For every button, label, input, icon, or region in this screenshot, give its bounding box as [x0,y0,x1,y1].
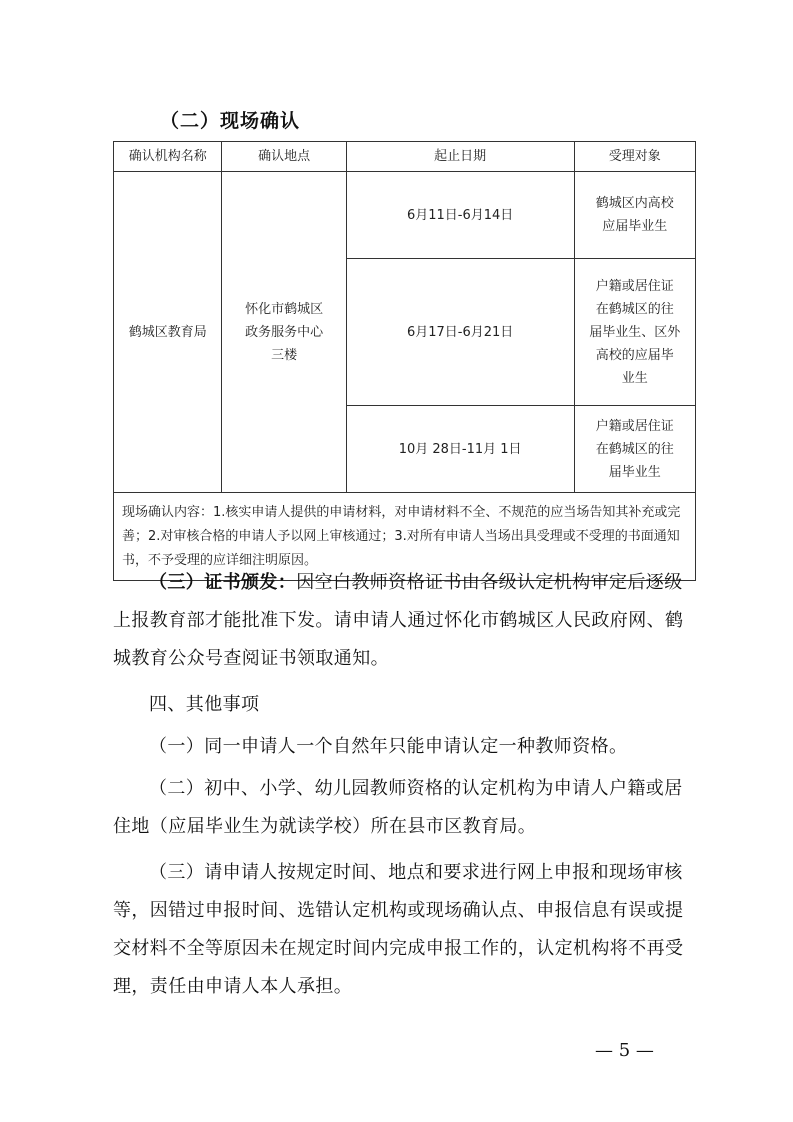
cell-institution: 鹤城区教育局 [114,172,222,493]
target-line: 鹤城区内高校 [595,196,674,211]
cert-paragraph [113,564,696,678]
section-title-onsite-confirmation: （二）现场确认 [160,110,301,132]
header-location: 确认地点 [222,142,346,172]
list-item: （三）请申请人按规定时间、地点和要求进行网上申报和现场审核等，因错过申报时间、选错认定机构或现场确认点、申报信息有误或提交材料不全等原因未在规定时间内完成申报工作的，认定机构将不再受理，责任由申请人本人承担。 [113,862,684,997]
target-line: 在鹤城区的往 [595,441,674,457]
header-dates: 起止日期 [346,142,574,172]
list-item: （一）同一申请人一个自然年只能申请认定一种教师资格。 [149,736,628,757]
cell-dates: 10月 28日-11月 1日 [346,406,574,493]
cell-dates: 6月17日-6月21日 [346,259,574,406]
target-line: 高校的应届毕 [595,347,674,363]
target-line: 届毕业生、区外 [589,324,681,340]
cell-target [574,259,695,406]
cell-location [222,172,346,493]
cell-target [574,406,695,493]
header-institution: 确认机构名称 [114,142,222,172]
cert-text: 因空白教师资格证书由各级认定机构审定后逐级上报教育部才能批准下发。请申请人通过怀化市鹤城区人民政府网、鹤城教育公众号查阅证书领取通知。 [113,572,684,669]
location-line: 三楼 [271,347,298,363]
target-line: 在鹤城区的往 [595,301,674,317]
table-row [114,172,696,259]
target-line: 应届毕业生 [602,219,668,234]
section4-title: 四、其他事项 [149,694,260,715]
onsite-confirmation-table [113,141,696,581]
list-item: （二）初中、小学、幼儿园教师资格的认定机构为申请人户籍或居住地（应届毕业生为就读学校）所在县市区教育局。 [113,778,683,837]
cell-dates: 6月11日-6月14日 [346,172,574,259]
page-number: — 5 — [595,1040,654,1061]
header-target: 受理对象 [574,142,695,172]
target-line: 业生 [621,370,648,386]
target-line: 户籍或居住证 [595,418,674,434]
target-line: 户籍或居住证 [595,278,674,294]
target-line: 届毕业生 [608,464,661,480]
cert-label: （三）证书颁发： [149,572,297,593]
cell-target [574,172,695,259]
location-line: 政务服务中心 [245,324,324,340]
cell-note: 现场确认内容：1.核实申请人提供的申请材料，对申请材料不全、不规范的应当场告知其补充或完善；2.对审核合格的申请人予以网上审核通过；3.对所有申请人当场出具受理或不受理的书面通知书，不予受理的应详细注明原因。 [114,493,696,581]
location-line: 怀化市鹤城区 [245,301,324,317]
table-header-row [114,142,696,172]
